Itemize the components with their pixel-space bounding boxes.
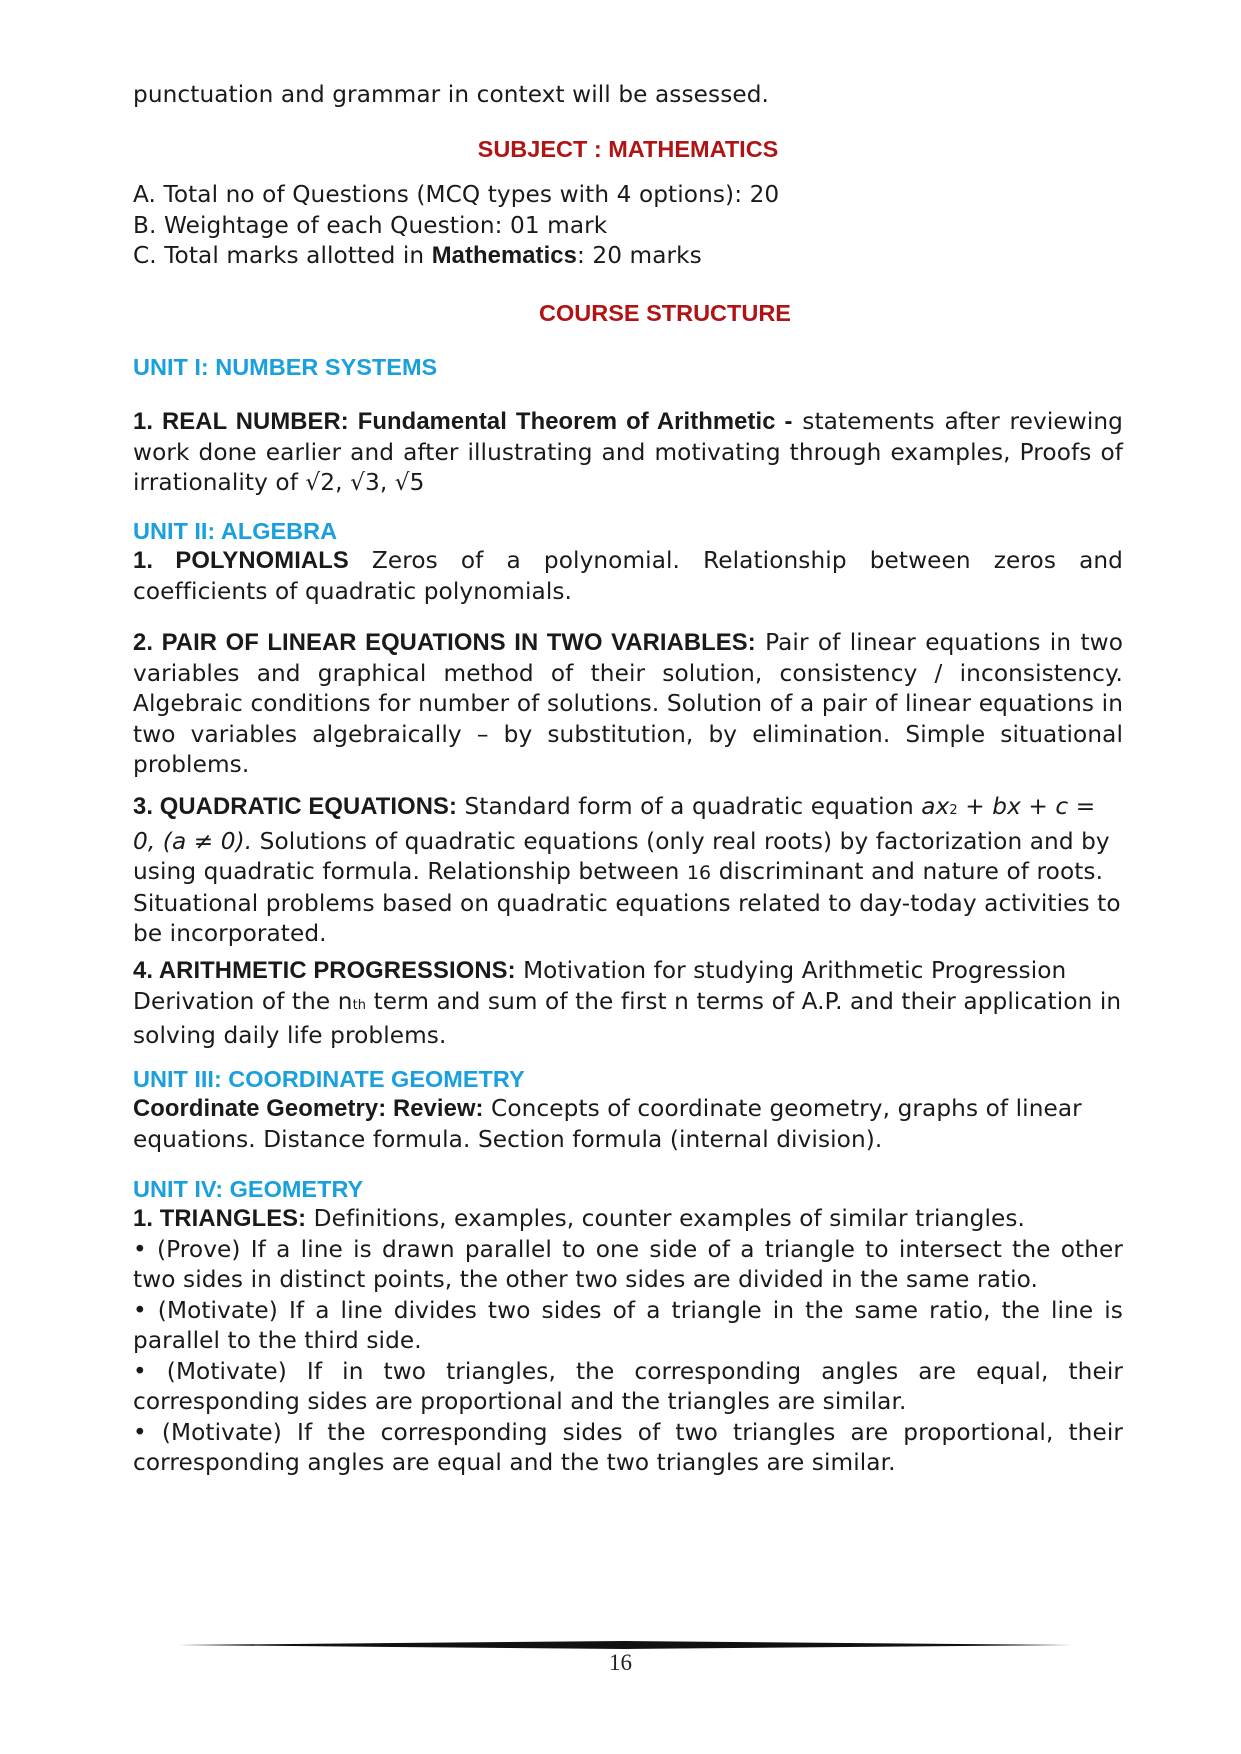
intro-line: punctuation and grammar in context will be assessed. bbox=[133, 81, 770, 108]
list-item: • (Motivate) If a line divides two sides of a triangle in the same ratio, the line is parallel to the third side. bbox=[133, 1296, 1123, 1354]
detail-weightage: B. Weightage of each Question: 01 mark bbox=[133, 211, 608, 239]
course-structure-heading: COURSE STRUCTURE bbox=[539, 300, 791, 326]
unit-2-polynomials: 1. POLYNOMIALS Zeros of a polynomial. Relationship between zeros and coefficients of quadratic polynomials. bbox=[133, 547, 1123, 605]
subject-heading: SUBJECT : MATHEMATICS bbox=[477, 136, 779, 162]
triangles-definition: 1. TRIANGLES: Definitions, examples, counter examples of similar triangles. bbox=[133, 1205, 1026, 1232]
unit-2-arithmetic-progressions: 4. ARITHMETIC PROGRESSIONS: Motivation for studying Arithmetic Progression Derivation of the nth term and sum of the first n terms of A.P. and their application in solving daily life problems. bbox=[133, 957, 1122, 1049]
footer-rule bbox=[178, 1641, 1072, 1649]
unit-2-linear-equations: 2. PAIR OF LINEAR EQUATIONS IN TWO VARIABLES: Pair of linear equations in two variables and graphical method of their solution, consistency / inconsistency. Algebraic conditions for number of solutions. Solution of a pair of linear equations in two variables algebraically – by substitution, by elimination. Simple situational problems. bbox=[133, 629, 1123, 778]
unit-3-heading: UNIT III: COORDINATE GEOMETRY bbox=[133, 1066, 525, 1092]
list-item: • (Motivate) If the corresponding sides of two triangles are proportional, their corresponding angles are equal and the two triangles are similar. bbox=[133, 1418, 1123, 1476]
footer-rule-shape bbox=[178, 1641, 1072, 1649]
unit-1-real-numbers: 1. REAL NUMBER: Fundamental Theorem of Arithmetic - statements after reviewing work done earlier and after illustrating and motivating through examples, Proofs of irrationality of √2, √3, √5 bbox=[133, 408, 1124, 496]
unit-4-triangles bbox=[133, 1204, 1123, 1479]
exam-details bbox=[133, 180, 1123, 272]
unit-2-heading: UNIT II: ALGEBRA bbox=[133, 518, 338, 544]
unit-1-heading: UNIT I: NUMBER SYSTEMS bbox=[133, 354, 438, 380]
unit-4-heading: UNIT IV: GEOMETRY bbox=[133, 1176, 364, 1202]
list-item: • (Motivate) If in two triangles, the corresponding angles are equal, their corresponding sides are proportional and the triangles are similar. bbox=[133, 1357, 1123, 1415]
page-number: 16 bbox=[609, 1650, 632, 1675]
detail-total-marks: C. Total marks allotted in Mathematics: 20 marks bbox=[133, 242, 702, 269]
list-item: • (Prove) If a line is drawn parallel to one side of a triangle to intersect the other two sides in distinct points, the other two sides are divided in the same ratio. bbox=[133, 1235, 1123, 1293]
detail-question-count: A. Total no of Questions (MCQ types with 4 options): 20 bbox=[133, 181, 780, 208]
unit-2-quadratic-equations: 3. QUADRATIC EQUATIONS: Standard form of a quadratic equation ax2 + bx + c = 0, (a ≠ 0). Solutions of quadratic equations (only real roots) by factorization and by using quadratic formula. Relationship between 16 discriminant and nature of roots. Situational problems based on quadratic equations related to day-today activities to be incorporated. bbox=[133, 793, 1121, 947]
unit-3-coordinate-geometry: Coordinate Geometry: Review: Concepts of coordinate geometry, graphs of linear equations. Distance formula. Section formula (internal division). bbox=[133, 1095, 1082, 1153]
